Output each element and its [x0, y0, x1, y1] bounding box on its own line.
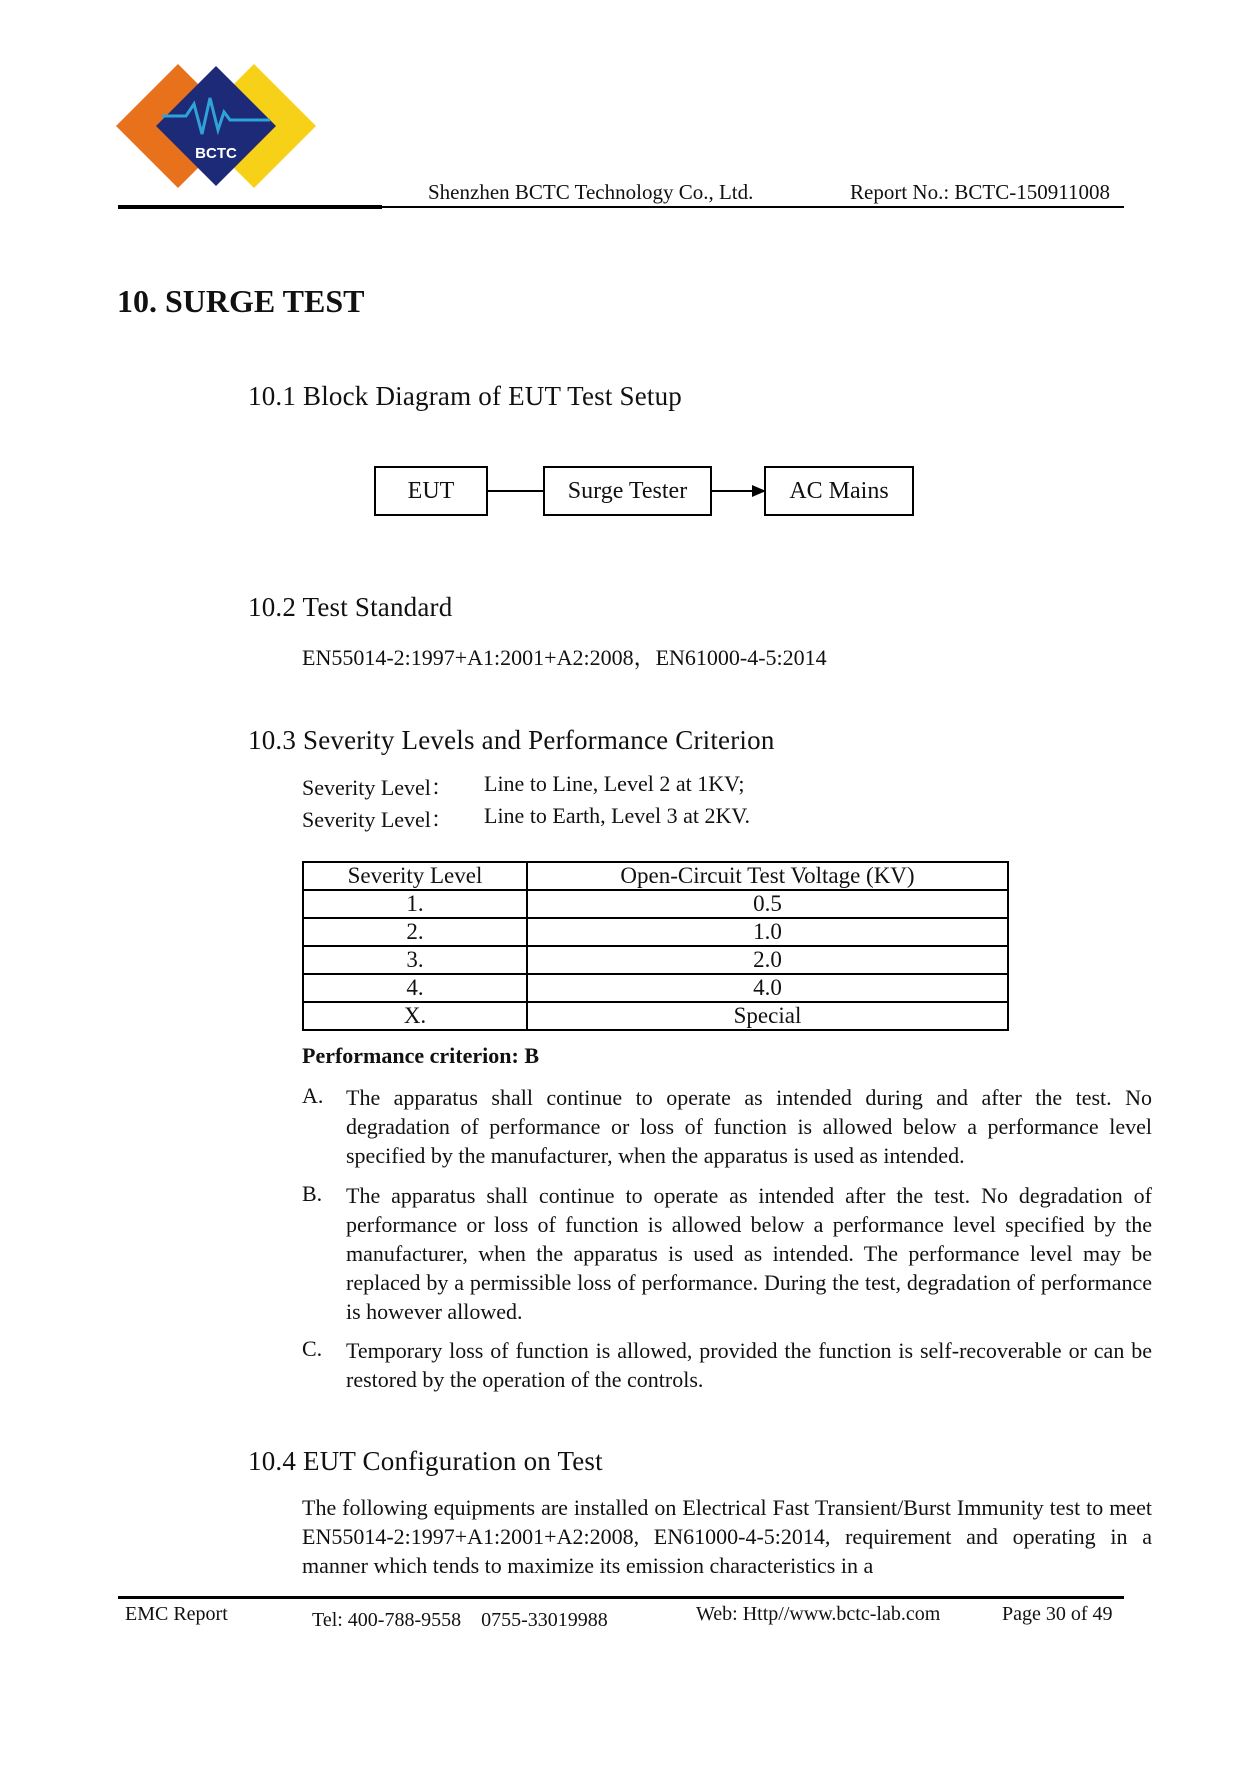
- table-cell-level: 3.: [303, 946, 527, 974]
- footer-page: Page 30 of 49: [1002, 1603, 1113, 1625]
- severity-line-value: Line to Line, Level 2 at 1KV;: [484, 771, 745, 796]
- header-company: Shenzhen BCTC Technology Co., Ltd.: [428, 180, 754, 204]
- performance-criterion: Performance criterion: B: [302, 1043, 539, 1068]
- severity-line-label: Severity Level：: [302, 807, 453, 832]
- table-cell-level: 1.: [303, 890, 527, 918]
- criterion-item-letter: C.: [302, 1336, 323, 1361]
- table-header-row: [303, 862, 1008, 890]
- diagram-node-ac-mains: AC Mains: [764, 466, 914, 516]
- diagram-node-eut: EUT: [374, 466, 488, 516]
- criterion-item-text: Temporary loss of function is allowed, provided the function is self-recoverable or can be restored by the operation of the controls.: [346, 1338, 1152, 1392]
- header-rule-right: [382, 206, 1124, 208]
- bctc-logo: [116, 60, 316, 192]
- table-cell-level: X.: [303, 1002, 527, 1030]
- section-10-2-heading: 10.2 Test Standard: [248, 592, 453, 622]
- eut-configuration-text: The following equipments are installed on Electrical Fast Transient/Burst Immunity test to meet EN55014-2:1997+A1:2001+A2:2008, EN61000-4-5:2014, requirement and operating in a manner which tends to maximize its emission characteristics in a: [302, 1495, 1152, 1578]
- table-cell-voltage: 2.0: [527, 946, 1008, 974]
- section-10-4-heading: 10.4 EUT Configuration on Test: [248, 1446, 603, 1476]
- section-10-3-heading: 10.3 Severity Levels and Performance Criterion: [248, 725, 775, 755]
- diagram-arrow-icon: [712, 483, 766, 499]
- header-report-no: Report No.: BCTC-150911008: [850, 180, 1110, 204]
- diagram-node-surge-tester: Surge Tester: [543, 466, 712, 516]
- criterion-item-text: The apparatus shall continue to operate as intended after the test. No degradation of performance or loss of function is allowed below a performance level specified by the manufacturer, when the apparatus is used as intended. The performance level may be replaced by a permissible loss of performance. During the test, degradation of performance is however allowed.: [346, 1183, 1152, 1324]
- table-cell-voltage: 4.0: [527, 974, 1008, 1002]
- page-title: 10. SURGE TEST: [117, 283, 365, 319]
- severity-table: [302, 861, 1009, 1031]
- table-row: [303, 946, 1008, 974]
- table-header-cell: Open-Circuit Test Voltage (KV): [527, 862, 1008, 890]
- footer-web: Web: Http//www.bctc-lab.com: [696, 1603, 941, 1625]
- table-row: [303, 974, 1008, 1002]
- footer-tel: Tel: 400-788-9558 0755-33019988: [312, 1609, 608, 1631]
- logo-text: BCTC: [195, 145, 237, 162]
- table-row: [303, 918, 1008, 946]
- table-cell-level: 4.: [303, 974, 527, 1002]
- footer-rule: [118, 1596, 1124, 1599]
- table-cell-voltage: Special: [527, 1002, 1008, 1030]
- criterion-item-letter: A.: [302, 1083, 324, 1108]
- test-standard-text: EN55014-2:1997+A1:2001+A2:2008，EN61000-4-5:2014: [302, 645, 827, 670]
- diagram-connector-line: [488, 490, 544, 492]
- table-cell-level: 2.: [303, 918, 527, 946]
- section-10-1-heading: 10.1 Block Diagram of EUT Test Setup: [248, 381, 683, 411]
- footer-left: EMC Report: [125, 1603, 228, 1625]
- table-cell-voltage: 1.0: [527, 918, 1008, 946]
- table-row: [303, 1002, 1008, 1030]
- criterion-item-text: The apparatus shall continue to operate as intended during and after the test. No degradation of performance or loss of function is allowed below a performance level specified by the manufacturer, when the apparatus is used as intended.: [346, 1085, 1152, 1168]
- table-row: [303, 890, 1008, 918]
- table-cell-voltage: 0.5: [527, 890, 1008, 918]
- severity-line-value: Line to Earth, Level 3 at 2KV.: [484, 803, 750, 828]
- criterion-item-letter: B.: [302, 1181, 323, 1206]
- severity-line-label: Severity Level：: [302, 775, 453, 800]
- table-header-cell: Severity Level: [303, 862, 527, 890]
